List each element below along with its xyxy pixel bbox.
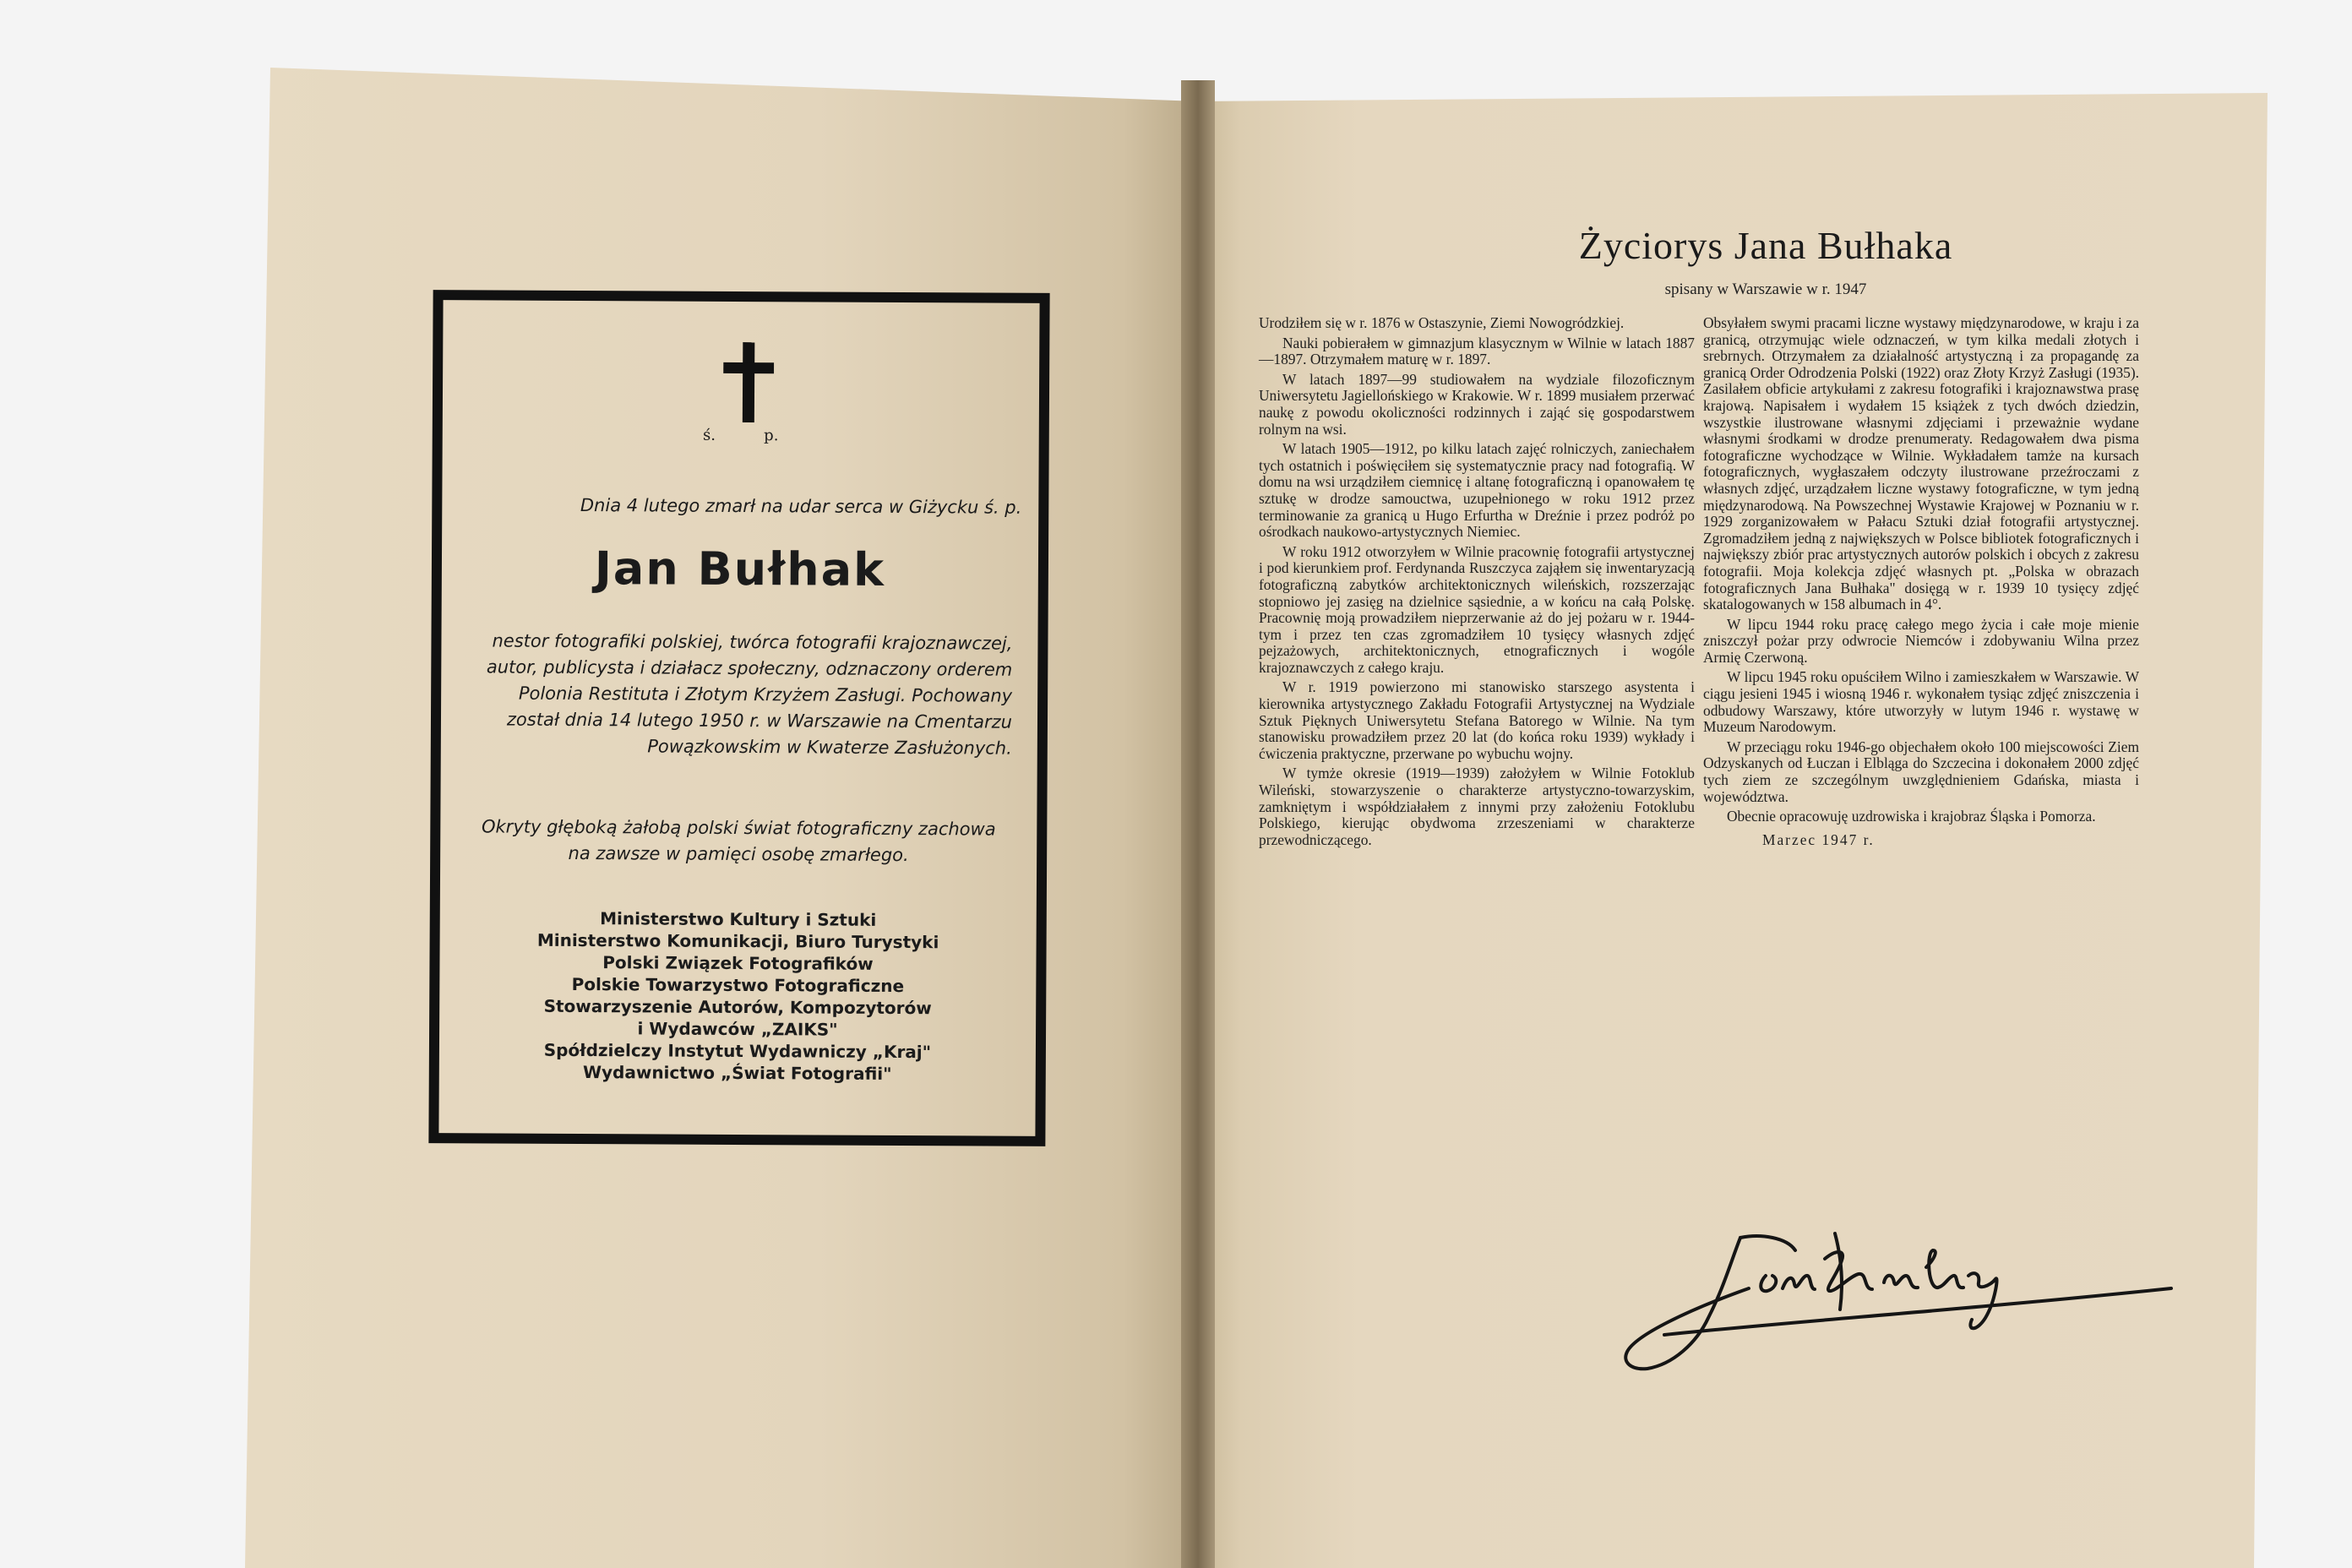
organization-item: Polski Związek Fotografików	[602, 952, 874, 974]
paragraph: Nauki pobierałem w gimnazjum klasycznym w Wilnie w latach 1887—1897. Otrzymałem maturę w r. 1897.	[1259, 334, 1695, 368]
biography-subtitle: spisany w Warszawie w r. 1947	[1664, 280, 1867, 298]
organization-item: Stowarzyszenie Autorów, Kompozytorów	[543, 995, 932, 1019]
biography-date: Marzec 1947 r.	[1762, 830, 1875, 848]
cross-letters: ś. p.	[702, 426, 779, 445]
paragraph: Obecnie opracowuję uzdrowiska i krajobraz Śląska i Pomorza.	[1727, 808, 2096, 825]
paragraph: W lipcu 1945 roku opuściłem Wilno i zamieszkałem w Warszawie. W ciągu jesieni 1945 i wiosną 1946 r. wykonałem tysiąc zdjęć zniszczenia i odbudowy Warszawy, które utworzyły w lutym 1946 r. wystawę w Muzeum Narodowym.	[1703, 668, 2139, 736]
paragraph: W lipcu 1944 roku pracę całego mego życia i całe moje mienie zniszczył pożar przy odwrocie Niemców i zdobywaniu Wilna przez Armię Czerwoną.	[1703, 615, 2139, 666]
organization-item: i Wydawców „ZAIKS"	[637, 1018, 838, 1040]
paragraph: W tymże okresie (1919—1939) założyłem w Wilnie Fotoklub Wileński, stowarzyszenie o charakterze artystyczno-towarzyskim, zamkniętym i współdziałałem z innymi przy założeniu Fotoklubu Polskiego, kierując obydwoma zrzeszeniami w charakterze przewodniczącego.	[1259, 765, 1695, 848]
deceased-name: Jan Bułhak	[594, 542, 886, 596]
biography-column-left	[1259, 315, 1695, 852]
organizations-list	[465, 906, 1011, 1085]
organization-item: Ministerstwo Kultury i Sztuki	[600, 908, 877, 930]
death-notice-line: Dnia 4 lutego zmarł na udar serca w Giżycku ś. p.	[580, 495, 1022, 518]
organization-item: Ministerstwo Komunikacji, Biuro Turystyki	[536, 929, 939, 953]
paragraph: Obsyłałem swymi pracami liczne wystawy międzynarodowe, w kraju i za granicą, otrzymując wiele odznaczeń, w tym kilka medali złotych i srebrnych. Otrzymałem za działalność artystyczną i za propagandę za granicą Order Odrodzenia Polski (1922) oraz Złoty Krzyż Zasługi (1935). Zasilałem obficie artykułami z zakresu fotografiki i krajoznawstwa prasę krajową. Napisałem i wydałem 15 książek z tych dwóch dziedzin, wszystkie ilustrowane własnymi zdjęciami i przeważnie wydane własnymi środkami w drodze prenumeraty. Redagowałem dwa pisma fotograficzne wychodzące w Wilnie. Wykładałem tamże na kursach fotograficznych, wygłaszałem odczyty ilustrowane przeźroczami z własnych zdjęć, urządzałem liczne wystawy fotograficzne, w tym jedną międzynarodową. Na Powszechnej Wystawie Krajowej w Poznaniu w r. 1929 zorganizowałem w Pałacu Sztuki dział fotografii artystycznej. Zgromadziłem jedną z największych w Polsce bibliotek fotograficznych i największy zbiór prac artystycznych autorów polskich i obcych z zakresu fotografii. Moja kolekcja zdjęć własnych pt. „Polska w obrazach fotograficznych Jana Bułhaka" dosięgą w r. 1939 10 tysięcy zdjęć skatalogowanych w 158 albumach in 4°.	[1703, 314, 2139, 613]
organization-item: Polskie Towarzystwo Fotograficzne	[571, 973, 905, 997]
handwritten-signature	[1614, 1208, 2197, 1377]
paragraph: W latach 1905—1912, po kilku latach zajęć rolniczych, zaniechałem tych ostatnich i poświęciłem się systematycznie pracy nad fotografią. W domu na wsi urządziłem ciemnicę i altanę fotograficzną i opanowałem tę sztukę w drodze samouctwa, uzupełnionego w roku 1912 przez terminowanie za granicą u Hugo Erfurtha w Dreźnie i przez podróż po ośrodkach naukowo-artystycznych Niemiec.	[1259, 440, 1695, 541]
biography-column-right	[1703, 315, 2139, 852]
paragraph: Urodziłem się w r. 1876 w Ostaszynie, Ziemi Nowogródzkiej.	[1259, 314, 1625, 331]
cross-icon	[723, 342, 774, 422]
organization-item: Wydawnictwo „Świat Fotografii"	[582, 1062, 892, 1084]
book-spine	[1181, 80, 1215, 1568]
obituary-body: nestor fotografiki polskiej, twórca fotografii krajoznawczej, autor, publicysta i działacz społeczny, odznaczony orderem Polonia Restituta i Złotym Krzyżem Zasługi. Pochowany został dnia 14 lutego 1950 r. w Warszawie na Cmentarzu Powązkowskim w Kwaterze Zasłużonych.	[486, 630, 1013, 759]
paragraph: W przeciągu roku 1946-go objechałem około 100 miejscowości Ziem Odzyskanych od Łuczan i Elbląga do Szczecina i dokonałem 2000 zdjęć tych ziem ze szczególnym uwzględnieniem Gdańska, miasta i województwa.	[1703, 738, 2139, 805]
organization-item: Spółdzielczy Instytut Wydawniczy „Kraj"	[543, 1039, 932, 1063]
paragraph: W r. 1919 powierzono mi stanowisko starszego asystenta i kierownika artystycznego Zakładu Fotografii Artystycznej na Wydziale Sztuk Pięknych Uniwersytetu Stefana Batorego w Wilnie. Na tym stanowisku prowadziłem przez 20 lat (do końca roku 1939) wykłady i ćwiczenia praktyczne, przerwane po wybuchu wojny.	[1259, 678, 1695, 762]
biography-title: Życiorys Jana Bułhaka	[1578, 224, 1953, 267]
paragraph: W roku 1912 otworzyłem w Wilnie pracownię fotografii artystycznej i pod kierunkiem prof. Ferdynanda Ruszczyca zająłem się inwentaryzacją fotograficzną zabytków architektonicznych wileńskich, rozszerzając stopniowo jej zasięg na dzielnice sąsiednie, a w końcu na całą Polskę. Pracownię moją prowadziłem nieprzerwanie aż do jej pożaru w r. 1944-tym i przez ten czas zgromadziłem 10 tysięcy własnych zdjęć pejzażowych, architektonicznych, etnograficznych i wogóle krajoznawczych z całego kraju.	[1259, 542, 1695, 676]
obituary-box	[428, 290, 1049, 1146]
paragraph: W latach 1897—99 studiowałem na wydziale filozoficznym Uniwersytetu Jagiellońskiego w Krakowie. W r. 1899 musiałem przerwać naukę z powodu okoliczności rodzinnych i zająć się gospodarstwem rolnym na wsi.	[1259, 370, 1695, 438]
mourning-text: Okryty głęboką żałobą polski świat fotograficzny zachowa na zawsze w pamięci osobę zmarłego.	[481, 816, 996, 866]
